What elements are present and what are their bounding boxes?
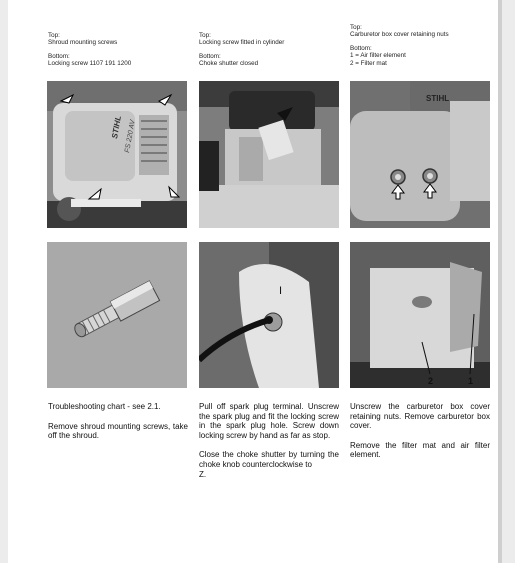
- body-paragraph: Troubleshooting chart - see 2.1.: [48, 402, 161, 411]
- body-col-2: [199, 402, 339, 489]
- photo-choke-shutter: [199, 242, 339, 388]
- caption-bottom-label: Bottom:: [48, 52, 70, 60]
- photo-filter-mat-element: [350, 242, 490, 388]
- caption-col-1: [48, 32, 188, 68]
- choke-mark-text: I: [279, 285, 283, 297]
- body-paragraph: Close the choke shutter by turning the choke knob counterclockwise to: [199, 450, 339, 469]
- caption-top-label: Top:: [350, 24, 362, 31]
- caption-bottom-text: Choke shutter closed: [199, 60, 259, 68]
- label-2-text: 2: [428, 376, 434, 386]
- caption-top-text: Shroud mounting screws: [48, 39, 118, 47]
- caption-bottom-item-1: 1 = Air filter element: [350, 52, 406, 60]
- choke-symbol-text: Z.: [199, 469, 207, 479]
- photo-locking-screw-tool: [47, 242, 187, 388]
- body-paragraph: Remove the filter mat and air filter element.: [350, 440, 490, 460]
- caption-bottom-text: Locking screw 1107 191 1200: [48, 60, 132, 68]
- body-col-1: [48, 402, 188, 451]
- caption-col-2: [199, 32, 339, 68]
- page-edge: [498, 0, 502, 563]
- model-text: FS 220 AV: [124, 119, 137, 154]
- body-paragraph: Unscrew the carburetor box cover retaining nuts. Remove carburetor box cover.: [350, 402, 490, 431]
- caption-bottom-label: Bottom:: [350, 44, 372, 52]
- caption-top-label: Top:: [199, 32, 211, 39]
- body-paragraph: Pull off spark plug terminal. Unscrew the spark plug and fit the locking screw in the spark plug hole. Screw down locking screw by hand as far as stop.: [199, 402, 339, 440]
- caption-col-3: [350, 24, 490, 67]
- manual-page: [8, 0, 498, 563]
- body-paragraph: Remove shroud mounting screws, take off the shroud.: [48, 421, 188, 441]
- caption-bottom-label: Bottom:: [199, 52, 221, 60]
- body-col-3: [350, 402, 490, 470]
- brand-text: STIHL: [426, 94, 450, 103]
- photo-locking-screw-fitted: [199, 81, 339, 228]
- caption-top-label: Top:: [48, 32, 60, 39]
- brand-text: STIHL: [110, 115, 123, 140]
- caption-bottom-item-2: 2 = Filter mat: [350, 59, 387, 67]
- caption-top-text: Locking screw fitted in cylinder: [199, 39, 285, 47]
- label-1-text: 1: [468, 376, 474, 386]
- caption-top-text: Carburetor box cover retaining nuts: [350, 31, 449, 39]
- photo-carburetor-cover-nuts: [350, 81, 490, 228]
- photo-shroud-screws: [47, 81, 187, 228]
